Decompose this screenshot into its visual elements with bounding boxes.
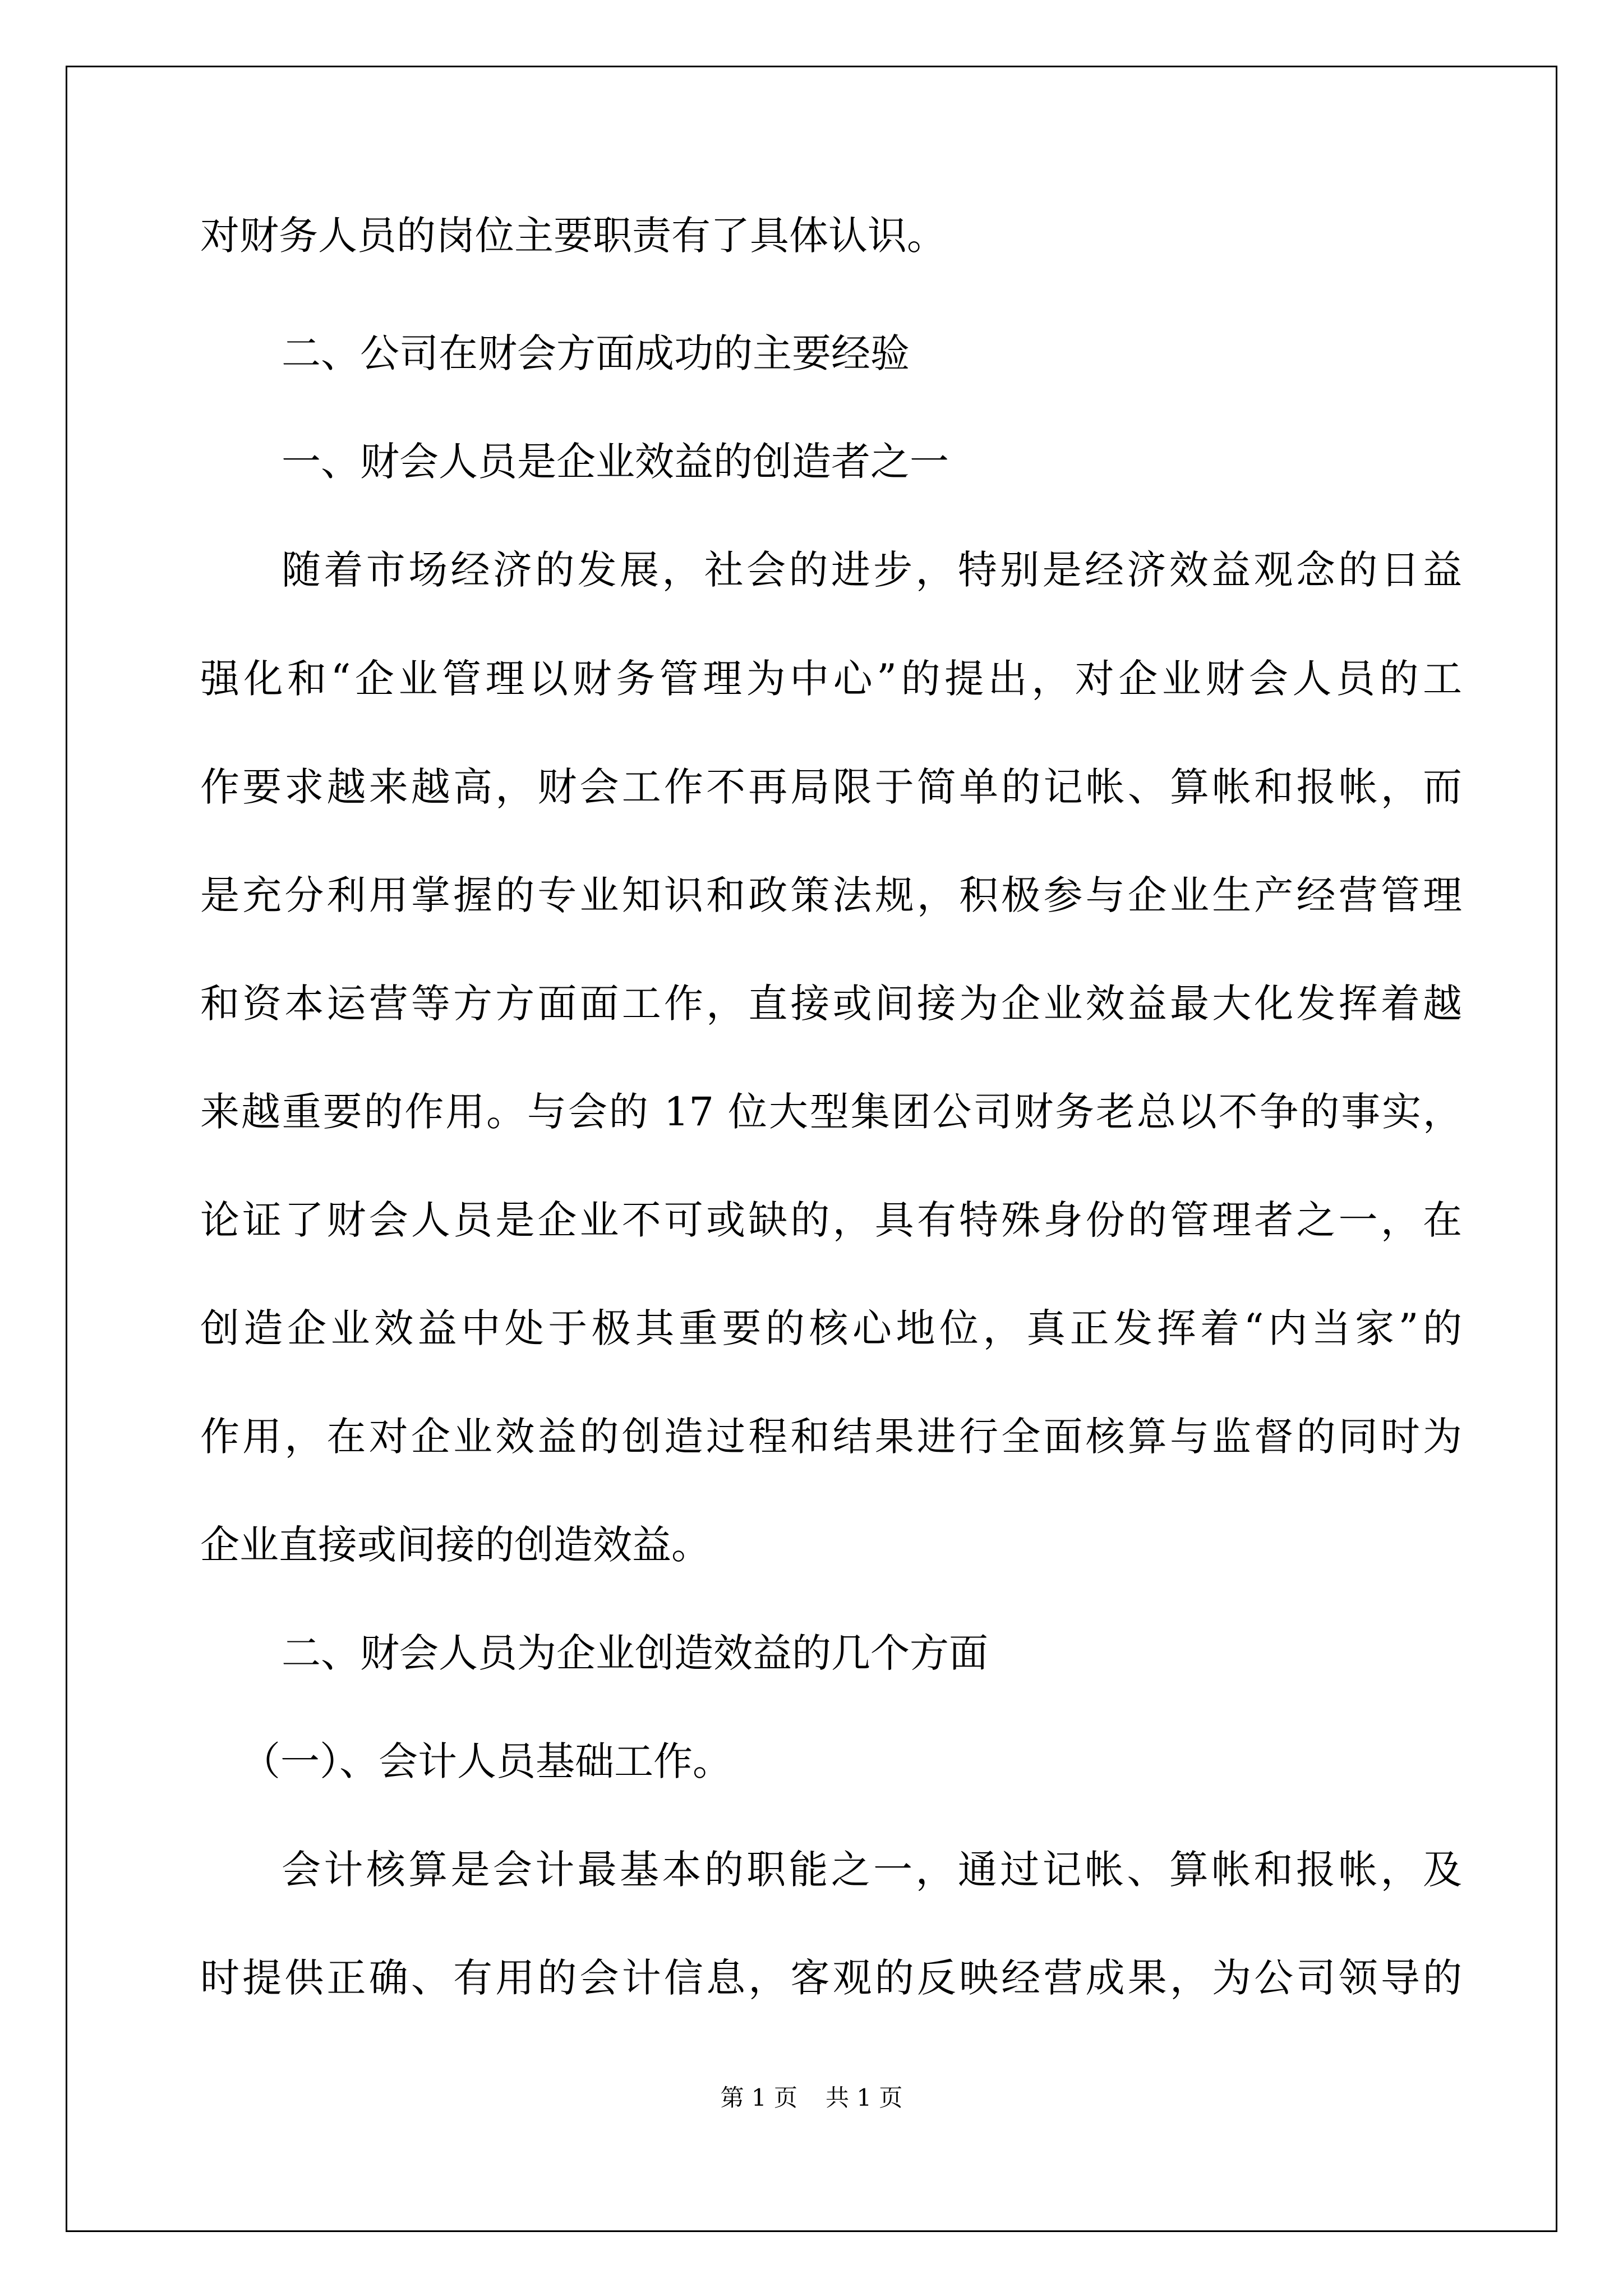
- text-line: 和资本运营等方方面面工作，直接或间接为企业效益最大化发挥着越: [200, 981, 1462, 1027]
- section-heading: 一、财会人员是企业效益的创造者之一: [282, 439, 949, 485]
- text-line: 对财务人员的岗位主要职责有了具体认识。: [200, 213, 946, 259]
- section-heading: 二、公司在财会方面成功的主要经验: [282, 330, 910, 376]
- subsection-heading: （一）、会计人员基础工作。: [241, 1738, 732, 1784]
- text-line: 作要求越来越高，财会工作不再局限于简单的记帐、算帐和报帐，而: [200, 764, 1462, 810]
- text-line: 随着市场经济的发展，社会的进步，特别是经济效益观念的日益: [282, 547, 1462, 593]
- page-border: [66, 66, 1557, 2232]
- text-line: 时提供正确、有用的会计信息，客观的反映经营成果，为公司领导的: [200, 1955, 1462, 2001]
- text-line: 会计核算是会计最基本的职能之一，通过记帐、算帐和报帐，及: [282, 1847, 1462, 1893]
- text-line: 来越重要的作用。与会的 17 位大型集团公司财务老总以不争的事实，: [200, 1089, 1462, 1135]
- text-line: 作用，在对企业效益的创造过程和结果进行全面核算与监督的同时为: [200, 1414, 1462, 1460]
- text-line: 创造企业效益中处于极其重要的核心地位，真正发挥着“内当家”的: [200, 1305, 1462, 1351]
- section-heading: 二、财会人员为企业创造效益的几个方面: [282, 1630, 988, 1676]
- text-line: 企业直接或间接的创造效益。: [200, 1522, 711, 1568]
- page-total: 共 1 页: [826, 2084, 903, 2111]
- text-line: 强化和“企业管理以财务管理为中心”的提出，对企业财会人员的工: [200, 656, 1462, 702]
- page-footer: [0, 2081, 1623, 2115]
- page-number: 第 1 页: [720, 2084, 797, 2111]
- text-line: 论证了财会人员是企业不可或缺的，具有特殊身份的管理者之一，在: [200, 1197, 1462, 1243]
- text-line: 是充分利用掌握的专业知识和政策法规，积极参与企业生产经营管理: [200, 872, 1462, 918]
